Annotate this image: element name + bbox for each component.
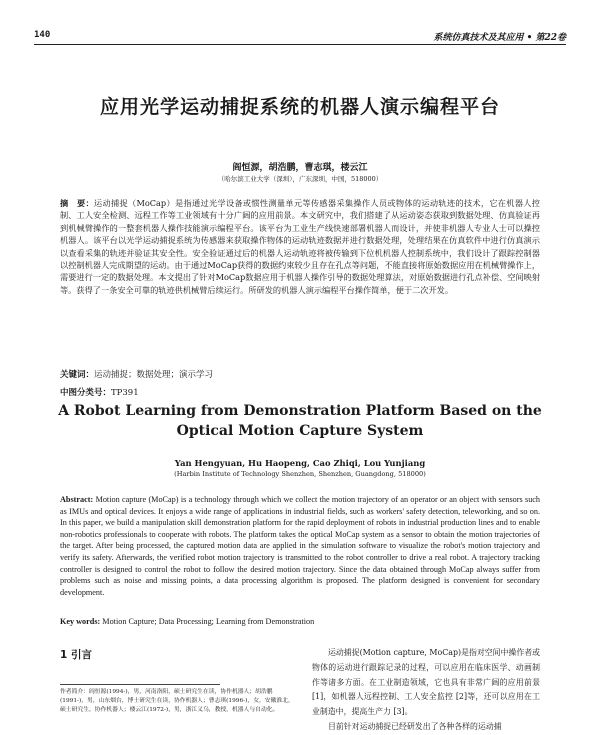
body-paragraph: 运动捕捉(Motion capture, MoCap)是指对空间中操作者或物体的运动进行跟踪记录的过程，可以应用在临床医学、动画制作等诸多方面。在工业制造领域，它也具有非常广阔的应用前景 [1]，如机器人远程控制、工人安全监控 [2]等，还可以应用在工业制造中，提高生产力 [3]。 [312, 648, 541, 717]
english-abstract [60, 494, 540, 598]
author-footnote: 作者简介：阎恒源(1994-)，男，河南洛阳，硕士研究生在读，协作机器人；胡浩鹏(1991-)，男，山东烟台，博士研究生在读，协作机器人；曹志琪(1996-)，女，安徽淮北，硕士研究生，协作机器人；楼云江(1972-)，男，浙江义乌，教授，机器人与自动化。 [60, 689, 294, 713]
chinese-keywords-label: 关键词： [60, 370, 95, 380]
classification-number [60, 386, 139, 398]
english-abstract-label: Abstract: [60, 495, 94, 504]
journal-name: 系统仿真技术及其应用 • 第22卷 [433, 33, 566, 43]
chinese-keywords-text: 运动捕捉；数据处理；演示学习 [94, 370, 214, 380]
english-authors: Yan Hengyuan, Hu Haopeng, Cao Zhiqi, Lou Yunjiang [174, 458, 426, 468]
chinese-abstract-text: 运动捕捉（MoCap）是指通过光学设备或惯性测量单元等传感器采集操作人员或物体的运动轨迹的技术，它在机器人控制、工人安全检测、远程工作等工业领域有十分广阔的应用前景。本文研究中，我们搭建了从运动姿态获取到数据处理、仿真验证再到机械臂操作的一整套机器人操作技能演示编程平台。该平台为工业生产线快速部署机器人而设计，并使非机器人专业人士可以操控机器人。该平台以光学运动捕捉系统为传感器来获取操作物体的运动轨迹数据并进行数据处理，处理结果在仿真软件中进行仿真演示以查看采集的轨迹并验证其安全性。安全验证通过后的机器人运动轨迹将被传输到下位机机器人控制系统中，我们设计了跟踪控制器以控制机器人完成期望的运动。由于通过MoCap获得的数据约束较少且存在孔点等问题，不能直接将原始数据应用在机械臂操作上，需要进行一定的数据处理。本文提出了针对MoCap数据应用于机器人操作引导的数据处理算法，对原始数据进行孔点补偿、空间映射等。获得了一条安全可靠的轨迹供机械臂后续运行。所研发的机器人演示编程平台操作简单，便于二次开发。 [60, 198, 541, 295]
english-keywords-label: Key words: [60, 617, 101, 626]
chinese-abstract-label: 摘 要： [60, 198, 94, 208]
chinese-abstract [60, 197, 540, 296]
english-keywords [60, 617, 314, 626]
classification-label: 中图分类号： [60, 388, 112, 398]
page-number: 140 [34, 30, 51, 40]
section-heading: 1 引言 [60, 649, 92, 661]
running-header [34, 30, 566, 44]
chinese-title: 应用光学运动捕捉系统的机器人演示编程平台 [99, 96, 500, 118]
chinese-affiliation: （哈尔滨工业大学（深圳），广东深圳，中国，518000） [217, 175, 383, 183]
body-column [312, 646, 540, 735]
chinese-authors: 阎恒源，胡浩鹏，曹志琪，楼云江 [232, 163, 368, 173]
english-affiliation: (Harbin Institute of Technology Shenzhen, Shenzhen, Guangdong, 518000) [174, 470, 426, 478]
english-abstract-text: Motion capture (MoCap) is a technology through which we collect the motion trajectory of an operator or an object with sensors such as IMUs and optical devices. It enjoys a wide range of applications in industrial fields, such as workers' safety detection, teleworking, and so on. In this paper, we build a manipulation skill demonstration platform for the rapid deployment of robots in industrial production lines and to enable non-robotics professionals to cooperate with robots. The platform takes the optical MoCap system as a sensor to obtain the motion trajectories of the target. After being processed, the captured motion data are applied in the simulation software to visualize the robot's motion trajectory and verify its safety. Afterwards, the verified robot motion trajectory is transmitted to the robot controller to drive a real robot. A trajectory tracking controller is designed to control the robot to follow the desired motion trajectory. Since the data obtained through MoCap always suffer from problems such as noise and missing points, a data processing algorithm is proposed. The platform designed is convenient for secondary development. [60, 495, 541, 597]
header-rule [34, 44, 566, 45]
english-title: A Robot Learning from Demonstration Platform Based on the Optical Motion Capture System [58, 403, 542, 439]
chinese-keywords [60, 368, 213, 380]
body-paragraph: 目前针对运动捕捉已经研发出了各种各样的运动捕 [328, 721, 502, 731]
classification-value: TP391 [111, 388, 139, 398]
english-keywords-text: Motion Capture; Data Processing; Learning from Demonstration [102, 617, 315, 626]
footnote-rule [60, 684, 220, 685]
